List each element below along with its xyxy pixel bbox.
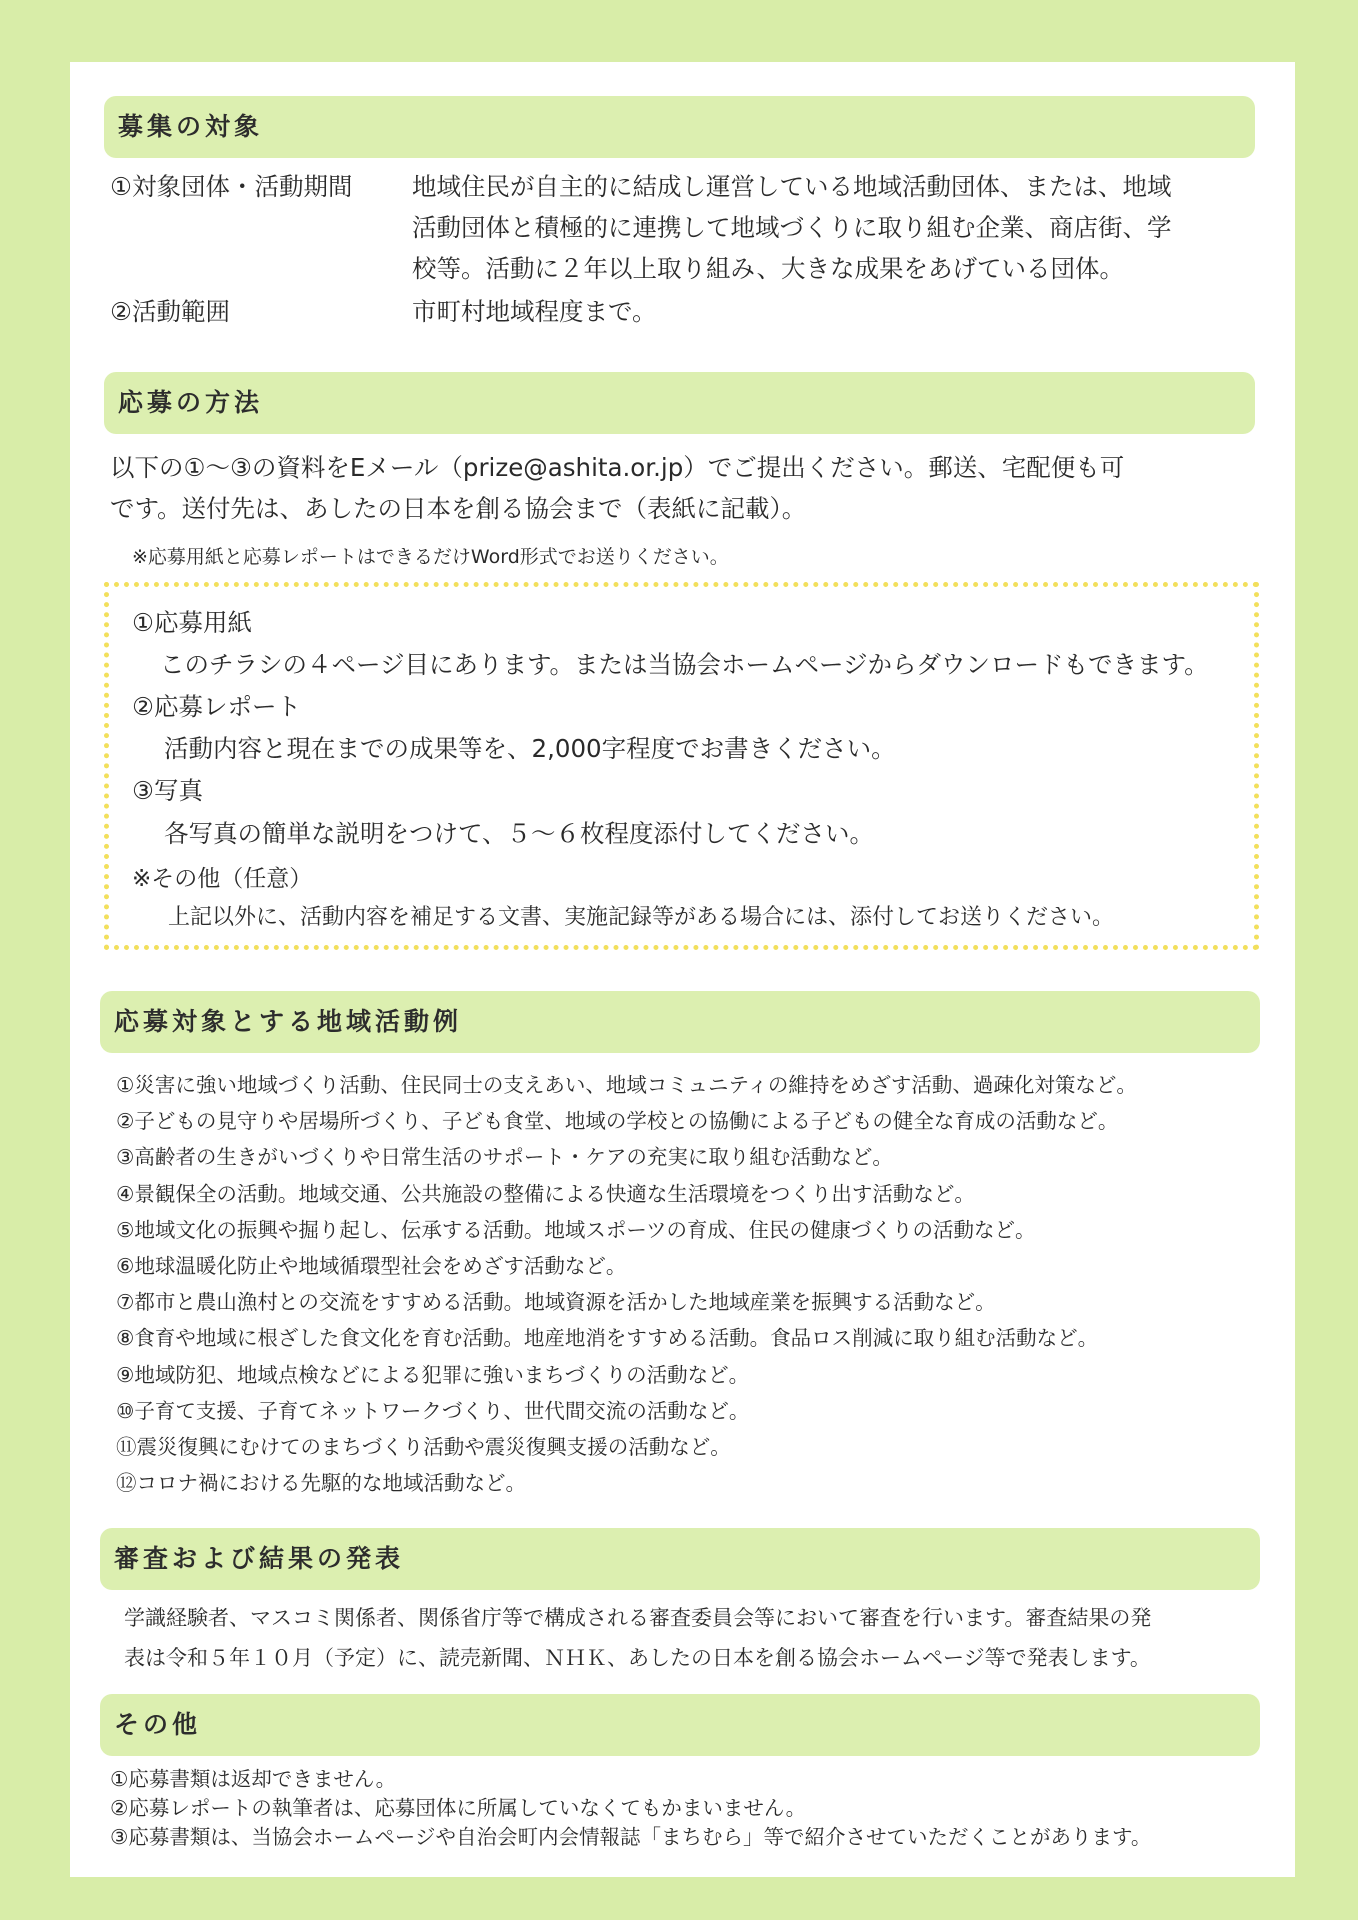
document-item-body: 上記以外に、活動内容を補足する文書、実施記録等がある場合には、添付してお送りください。 [168,905,1115,930]
target-row-text [412,291,1252,332]
list-item: ⑨地域防犯、地域点検などによる犯罪に強いまちづくりの活動など。 [116,1362,750,1387]
document-item-body: このチラシの４ページ目にあります。または当協会ホームページからダウンロードもできます。 [160,650,1209,679]
list-item: ⑧食育や地域に根ざした食文化を育む活動。地産地消をすすめる活動。食品ロス削減に取り組む活動など。 [116,1326,1099,1351]
list-item: ②子どもの見守りや居場所づくり、子ども食堂、地域の学校との協働による子どもの健全な育成の活動など。 [116,1109,1119,1134]
target-row-label: ②活動範囲 [110,297,230,326]
text-line: 活動団体と積極的に連携して地域づくりに取り組む企業、商店街、学 [412,213,1172,242]
list-item: ⑩子育て支援、子育てネットワークづくり、世代間交流の活動など。 [116,1398,750,1423]
judging-text [124,1598,1264,1678]
target-row-label: ①対象団体・活動期間 [110,172,353,201]
list-item: ⑪震災復興にむけてのまちづくり活動や震災復興支援の活動など。 [116,1434,731,1459]
section-heading-method: 応募の方法 [104,372,1255,434]
document-item-title: ①応募用紙 [132,608,252,637]
text-line: 地域住民が自主的に結成し運営している地域活動団体、または、地域 [412,172,1172,201]
text-line: 表は令和５年１０月（予定）に、読売新聞、ＮＨＫ、あしたの日本を創る協会ホームページ等で発表します。 [124,1646,1151,1670]
list-item: ①災害に強い地域づくり活動、住民同士の支えあい、地域コミュニティの維持をめざす活動、過疎化対策など。 [116,1073,1137,1097]
section-heading-examples: 応募対象とする地域活動例 [100,991,1260,1053]
document-item-body: 各写真の簡単な説明をつけて、５～６枚程度添付してください。 [164,819,875,848]
target-row-text [412,166,1252,289]
text-line: です。送付先は、あしたの日本を創る協会まで（表紙に記載）。 [110,494,807,523]
flyer-page [70,62,1295,1877]
list-item: ⑫コロナ禍における先駆的な地域活動など。 [116,1471,526,1496]
method-text [110,447,1260,529]
text-line: 以下の①～③の資料をEメール（prize@ashita.or.jp）でご提出ください。郵送、宅配便も可 [110,453,1125,482]
activity-examples-list [116,1068,1137,1502]
section-heading-other: その他 [100,1694,1260,1756]
method-note: ※応募用紙と応募レポートはできるだけWord形式でお送りください。 [132,546,729,568]
text-line: 学識経験者、マスコミ関係者、関係省庁等で構成される審査委員会等において審査を行います。審査結果の発 [124,1606,1152,1630]
section-heading-judging: 審査および結果の発表 [100,1528,1260,1590]
document-item-body: 活動内容と現在までの成果等を、2,000字程度でお書きください。 [164,734,896,763]
list-item: ②応募レポートの執筆者は、応募団体に所属していなくてもかまいません。 [110,1796,807,1820]
list-item: ①応募書類は返却できません。 [110,1767,397,1791]
list-item: ⑥地球温暖化防止や地域循環型社会をめざす活動など。 [116,1253,627,1278]
list-item: ④景観保全の活動。地域交通、公共施設の整備による快適な生活環境をつくり出す活動など。 [116,1181,975,1206]
list-item: ⑤地域文化の振興や掘り起し、伝承する活動。地域スポーツの育成、住民の健康づくりの活動など。 [116,1217,1036,1242]
section-heading-target: 募集の対象 [104,96,1255,158]
list-item: ⑦都市と農山漁村との交流をすすめる活動。地域資源を活かした地域産業を振興する活動など。 [116,1290,996,1315]
document-item-title: ③写真 [132,776,203,805]
other-notes-list [110,1762,1151,1849]
list-item: ③高齢者の生きがいづくりや日常生活のサポート・ケアの充実に取り組む活動など。 [116,1145,893,1170]
document-item-title: ※その他（任意） [132,866,313,892]
document-item-title: ②応募レポート [132,692,301,721]
text-line: 校等。活動に２年以上取り組み、大きな成果をあげている団体。 [412,254,1124,283]
required-documents-box [104,582,1259,950]
list-item: ③応募書類は、当協会ホームページや自治会町内会情報誌「まちむら」等で紹介させていただくことがあります。 [110,1825,1152,1849]
text-line: 市町村地域程度まで。 [412,297,657,326]
